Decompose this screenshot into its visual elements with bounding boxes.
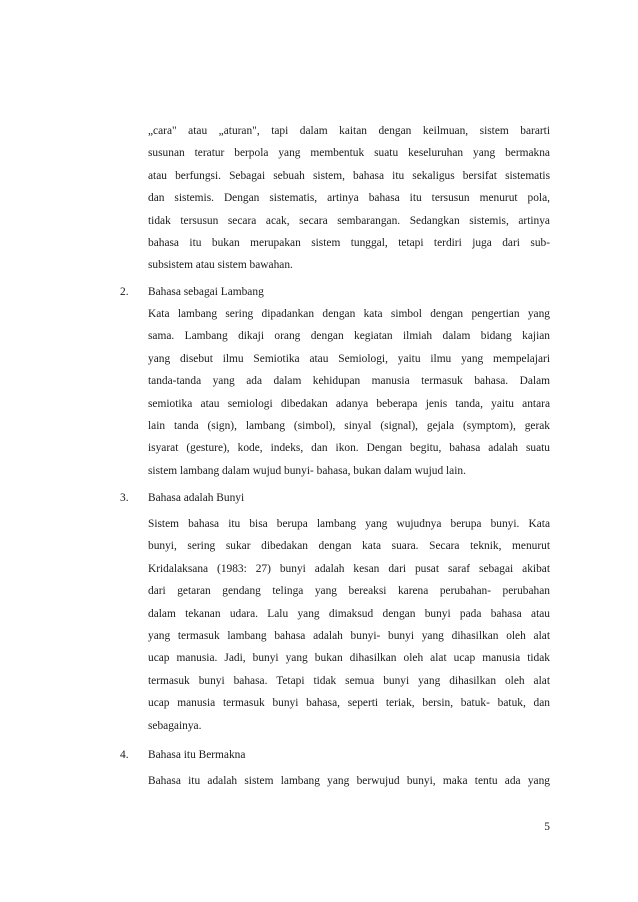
paragraph-line: yang disebut ilmu Semiotika atau Semiologi, yaitu ilmu yang mempelajari — [148, 352, 550, 365]
paragraph-line: dan sistemis. Dengan sistematis, artinya bahasa itu tersusun menurut pola, — [148, 192, 550, 205]
paragraph-line: Bahasa itu adalah sistem lambang yang berwujud bunyi, maka tentu ada yang — [148, 775, 550, 787]
item-paragraph — [148, 303, 550, 482]
item-heading: Bahasa sebagai Lambang — [148, 286, 264, 298]
paragraph-line: sama. Lambang dikaji orang dengan kegiatan ilmiah dalam bidang kajian — [148, 330, 550, 343]
paragraph-line: lain tanda (sign), lambang (simbol), sinyal (signal), gejala (symptom), gerak — [148, 419, 550, 432]
paragraph-line: ucap manusia termasuk bunyi bahasa, seperti teriak, bersin, batuk- batuk, dan — [148, 697, 550, 710]
paragraph-line: yang termasuk lambang bahasa adalah bunyi- bunyi yang dihasilkan oleh alat — [148, 629, 550, 642]
paragraph-line: bunyi, sering sukar dibedakan dengan kata suara. Secara teknik, menurut — [148, 540, 550, 553]
item-heading: Bahasa itu Bermakna — [148, 749, 246, 761]
item-heading: Bahasa adalah Bunyi — [148, 492, 245, 504]
paragraph-line: bahasa itu bukan merupakan sistem tunggal, tetapi terdiri juga dari sub- — [148, 236, 550, 249]
paragraph-line: subsistem atau sistem bawahan. — [148, 259, 293, 272]
paragraph-line: dari getaran gendang telinga yang bereaksi karena perubahan- perubahan — [148, 585, 550, 598]
paragraph-line: atau berfungsi. Sebagai sebuah sistem, bahasa itu sekaligus bersifat sistematis — [148, 169, 550, 182]
item-paragraph — [148, 513, 550, 737]
paragraph-line: sistem lambang dalam wujud bunyi- bahasa, bukan dalam wujud lain. — [148, 464, 466, 477]
item-number: 2. — [120, 286, 129, 298]
item-paragraph — [148, 770, 550, 792]
paragraph-line: isyarat (gesture), kode, indeks, dan ikon. Dengan begitu, bahasa adalah suatu — [148, 442, 550, 455]
paragraph-line: semiotika atau semiologi dibedakan adanya beberapa jenis tanda, yaitu antara — [148, 397, 550, 410]
paragraph-line: tidak tersusun secara acak, secara sembarangan. Sedangkan sistemis, artinya — [148, 214, 550, 227]
paragraph-line: termasuk bunyi bahasa. Tetapi tidak semua bunyi yang dihasilkan oleh alat — [148, 674, 550, 687]
page-number: 5 — [544, 821, 550, 833]
paragraph-line: Kata lambang sering dipadankan dengan kata simbol dengan pengertian yang — [148, 308, 550, 320]
paragraph-line: tanda-tanda yang ada dalam kehidupan manusia termasuk bahasa. Dalam — [148, 375, 550, 388]
paragraph-line: Sistem bahasa itu bisa berupa lambang yang wujudnya berupa bunyi. Kata — [148, 518, 550, 530]
paragraph-line: ucap manusia. Jadi, bunyi yang bukan dihasilkan oleh alat ucap manusia tidak — [148, 652, 550, 665]
paragraph-line: „cara" atau „aturan", tapi dalam kaitan dengan keilmuan, sistem bararti — [148, 125, 550, 137]
paragraph-line: dalam tekanan udara. Lalu yang dimaksud dengan bunyi pada bahasa atau — [148, 607, 550, 620]
paragraph-line: sebagainya. — [148, 719, 202, 732]
paragraph-line: susunan teratur berpola yang membentuk suatu keseluruhan yang bermakna — [148, 147, 550, 160]
paragraph-line: Kridalaksana (1983: 27) bunyi adalah kesan dari pusat saraf sebagai akibat — [148, 562, 550, 575]
item-number: 4. — [120, 749, 129, 761]
continuation-paragraph — [148, 120, 550, 277]
item-number: 3. — [120, 492, 129, 504]
